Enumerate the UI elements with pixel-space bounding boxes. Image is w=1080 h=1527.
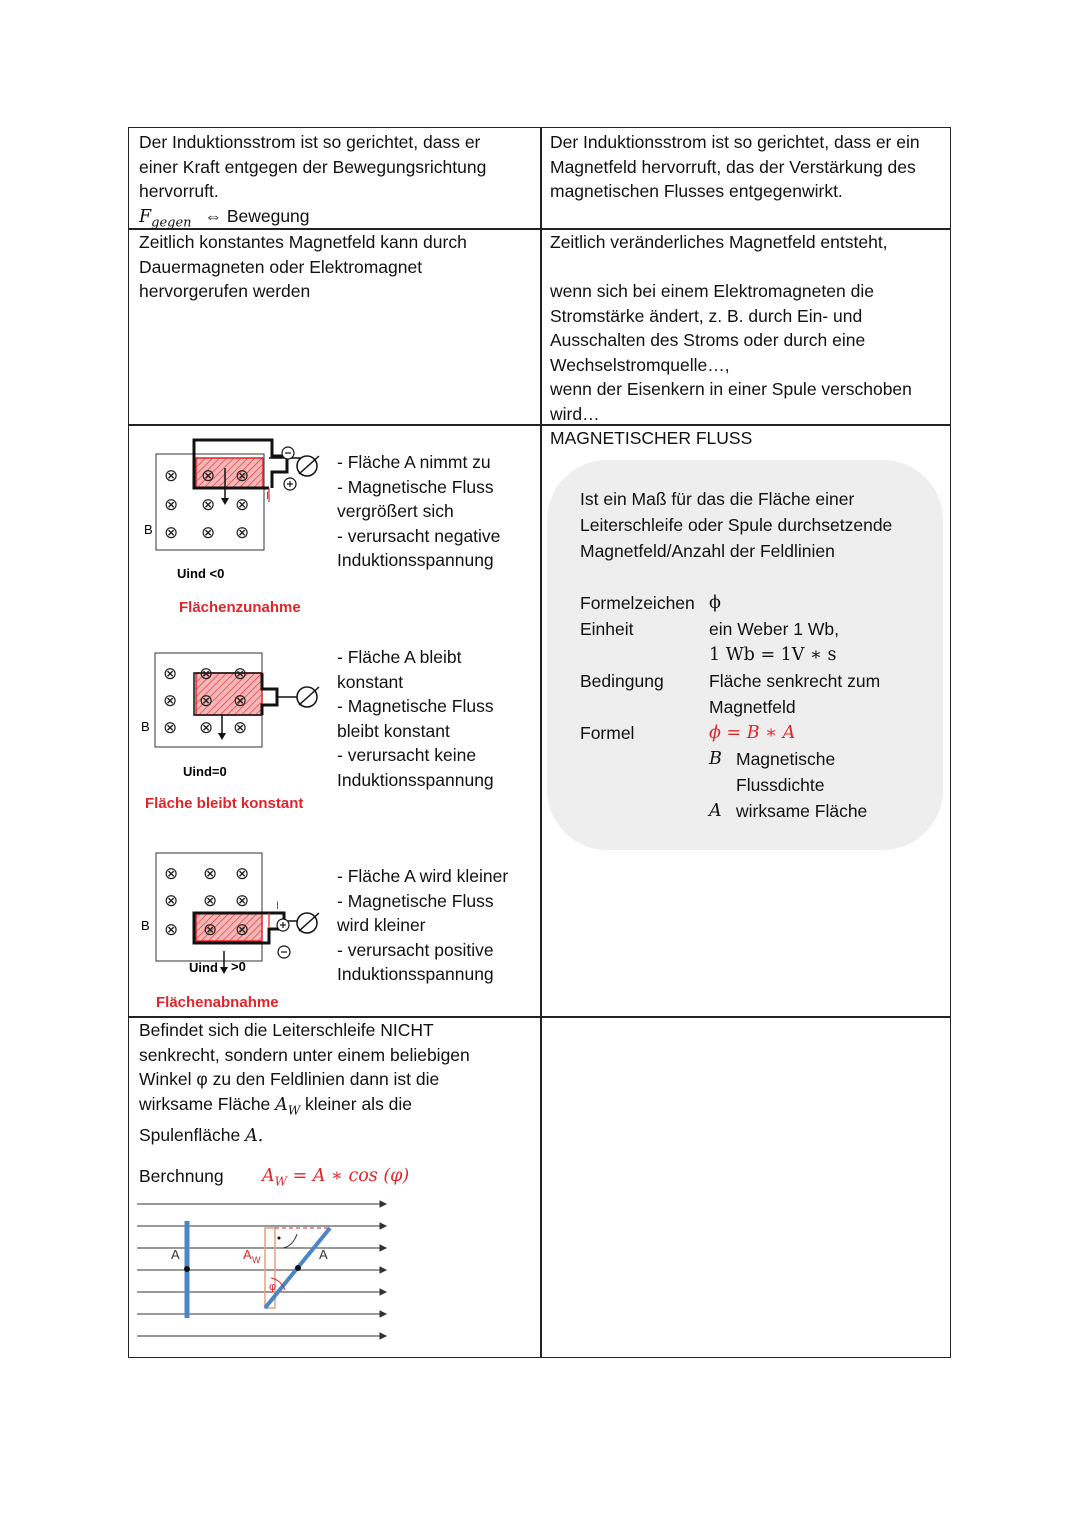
fig-label-aw: A [243, 1247, 252, 1262]
svg-text:⊗: ⊗ [201, 523, 216, 542]
diagram3-bullets [337, 864, 508, 987]
flux-info-panel [547, 460, 943, 850]
bullet: - verursacht positive [337, 939, 494, 960]
calc-formula [262, 1164, 409, 1194]
u-label: Uind <0 [177, 566, 225, 581]
column-divider [540, 128, 542, 1357]
text-line: Ausschalten des Stroms oder durch eine [550, 330, 866, 350]
svg-text:⊗: ⊗ [164, 523, 179, 542]
u-label: Uind [189, 960, 218, 975]
svg-text:⊗: ⊗ [164, 495, 179, 514]
text-line: Der Induktionsstrom ist so gerichtet, dass er [139, 132, 481, 152]
math-var: A [262, 1166, 275, 1186]
bullet: bleibt konstant [337, 720, 450, 741]
text-line: Befindet sich die Leiterschleife NICHT [139, 1020, 434, 1040]
diagram2-area-constant [129, 643, 329, 783]
svg-text:⊗: ⊗ [199, 664, 214, 683]
text-line: senkrecht, sondern unter einem beliebigen [139, 1044, 470, 1065]
svg-text:⊗: ⊗ [203, 864, 218, 883]
symbol-label: Formelzeichen [580, 593, 695, 613]
fig-label-a: A [171, 1247, 180, 1262]
text-line: wenn der Eisenkern in einer Spule verschoben [550, 379, 912, 399]
notes-table [128, 127, 951, 1358]
svg-text:⊗: ⊗ [235, 891, 250, 910]
svg-text:⊗: ⊗ [201, 495, 216, 514]
svg-text:⊗: ⊗ [199, 718, 214, 737]
text-line: Zeitlich veränderliches Magnetfeld entsteht, [550, 232, 888, 252]
math-sub: W [287, 1103, 301, 1117]
svg-text:⊗: ⊗ [235, 466, 250, 485]
bullet: wird kleiner [337, 915, 426, 935]
svg-text:⊗: ⊗ [235, 523, 250, 542]
unit-label: Einheit [580, 619, 634, 639]
current-label: I [266, 490, 270, 502]
svg-text:⊗: ⊗ [164, 920, 179, 939]
unit-value: ein Weber 1 Wb, [709, 619, 840, 639]
text-line: hervorgerufen werden [139, 281, 311, 301]
svg-text:⊗: ⊗ [163, 718, 178, 737]
variable-a-desc: wirksame Fläche [736, 801, 868, 821]
effective-area-figure [135, 1194, 395, 1358]
diagram1-caption: Flächenzunahme [179, 599, 301, 616]
text-line: einer Kraft entgegen der Bewegungsrichtung [139, 156, 487, 177]
bullet: Induktionsspannung [337, 550, 494, 570]
bullet: - Magnetische Fluss [337, 696, 494, 716]
svg-text:⊗: ⊗ [233, 664, 248, 683]
math-var: A. [245, 1125, 264, 1146]
text-line: Wechselstromquelle…, [550, 354, 730, 375]
math-rest: = A ∗ cos (φ) [292, 1166, 410, 1186]
svg-text:⊗: ⊗ [233, 691, 248, 710]
text-line: Leiterschleife oder Spule durchsetzende [580, 515, 893, 535]
row1-right-text [550, 130, 920, 204]
b-label: B [144, 522, 153, 537]
bullet: - Magnetische Fluss [337, 890, 494, 911]
b-label: B [141, 719, 150, 734]
text-line: Zeitlich konstantes Magnetfeld kann durch [139, 232, 467, 252]
bullet: - verursacht keine [337, 745, 477, 765]
svg-text:⊗: ⊗ [235, 495, 250, 514]
condition-line: Magnetfeld [709, 697, 796, 717]
svg-text:⊗: ⊗ [164, 466, 179, 485]
diagram3-caption: Flächenabnahme [156, 994, 279, 1011]
svg-text:⊗: ⊗ [163, 691, 178, 710]
text-line: Stromstärke ändert, z. B. durch Ein- und [550, 305, 863, 326]
svg-text:⊗: ⊗ [235, 864, 250, 883]
flux-symbol: ϕ [709, 593, 721, 613]
variable-b-desc: Magnetische [736, 749, 836, 769]
movement-label: Bewegung [226, 205, 310, 226]
svg-text:⊗: ⊗ [203, 891, 218, 910]
fig-label-phi: φ [269, 1281, 277, 1293]
current-label: I [276, 900, 280, 912]
diagram3-area-decrease [129, 843, 329, 983]
equivalence-arrow: ⇔ [204, 205, 222, 226]
row1-left-text [139, 130, 486, 236]
bullet: - Magnetische Fluss [337, 476, 494, 497]
variable-b: B [709, 749, 722, 769]
text-line [139, 1123, 470, 1149]
bullet: - Fläche A bleibt [337, 647, 462, 667]
fig-label-a2: A [319, 1247, 328, 1262]
svg-text:⊗: ⊗ [235, 920, 250, 939]
text-line: Der Induktionsstrom ist so gerichtet, dass er ein [550, 132, 920, 152]
condition-line: Fläche senkrecht zum [709, 671, 881, 691]
svg-text:⊗: ⊗ [203, 920, 218, 939]
variable-b-desc: Flussdichte [736, 775, 825, 795]
formula-label: Formel [580, 723, 635, 743]
diagram2-bullets [337, 645, 494, 792]
svg-text:⊗: ⊗ [201, 466, 216, 485]
text-part: kleiner als die [305, 1093, 413, 1114]
text-line: Winkel φ zu den Feldlinien dann ist die [139, 1069, 440, 1089]
row2-left-text [139, 230, 467, 304]
variable-a: A [709, 801, 722, 821]
flux-formula: ϕ = B ∗ A [709, 723, 796, 743]
u-value: >0 [231, 959, 246, 974]
diagram1-bullets [337, 450, 500, 573]
unit-equation: 1 Wb = 1V ∗ s [709, 645, 837, 665]
text-line: Ist ein Maß für das die Fläche einer [580, 489, 855, 509]
bullet: vergrößert sich [337, 501, 454, 521]
svg-text:⊗: ⊗ [199, 691, 214, 710]
text-line: hervorruft. [139, 181, 219, 201]
bullet: - verursacht negative [337, 525, 501, 546]
text-line: wenn sich bei einem Elektromagneten die [550, 281, 874, 301]
b-label: B [141, 918, 150, 933]
condition-label: Bedingung [580, 671, 664, 691]
bullet: Induktionsspannung [337, 964, 494, 984]
text-part: Spulenfläche [139, 1124, 241, 1145]
force-symbol: F [139, 206, 152, 227]
text-line: Magnetfeld hervorruft, das der Verstärkung des [550, 156, 916, 177]
bullet: - Fläche A nimmt zu [337, 452, 491, 472]
force-subscript: gegen [151, 215, 192, 230]
diagram2-caption: Fläche bleibt konstant [145, 795, 304, 812]
row4-left-text [139, 1018, 470, 1148]
svg-text:⊗: ⊗ [164, 864, 179, 883]
flux-definition [580, 486, 892, 564]
text-line: Magnetfeld/Anzahl der Feldlinien [580, 541, 835, 561]
text-line: Dauermagneten oder Elektromagnet [139, 256, 423, 277]
text-part: wirksame Fläche [139, 1093, 271, 1114]
fig-label-aw-sub: W [252, 1255, 261, 1265]
svg-text:⊗: ⊗ [163, 664, 178, 683]
math-sub: W [274, 1174, 287, 1189]
bullet: - Fläche A wird kleiner [337, 866, 509, 886]
bullet: Induktionsspannung [337, 769, 494, 790]
text-line [139, 1092, 470, 1123]
flux-title: MAGNETISCHER FLUSS [550, 428, 753, 448]
calc-label: Berchnung [139, 1166, 224, 1186]
text-line: magnetischen Flusses entgegenwirkt. [550, 181, 843, 201]
svg-text:⊗: ⊗ [233, 718, 248, 737]
u-label: Uind=0 [183, 764, 227, 779]
diagram1-area-increase [129, 428, 329, 588]
text-line: wird… [550, 403, 600, 424]
row2-right-text [550, 230, 912, 426]
bullet: konstant [337, 671, 404, 692]
svg-text:⊗: ⊗ [164, 891, 179, 910]
math-var: A [275, 1094, 288, 1115]
